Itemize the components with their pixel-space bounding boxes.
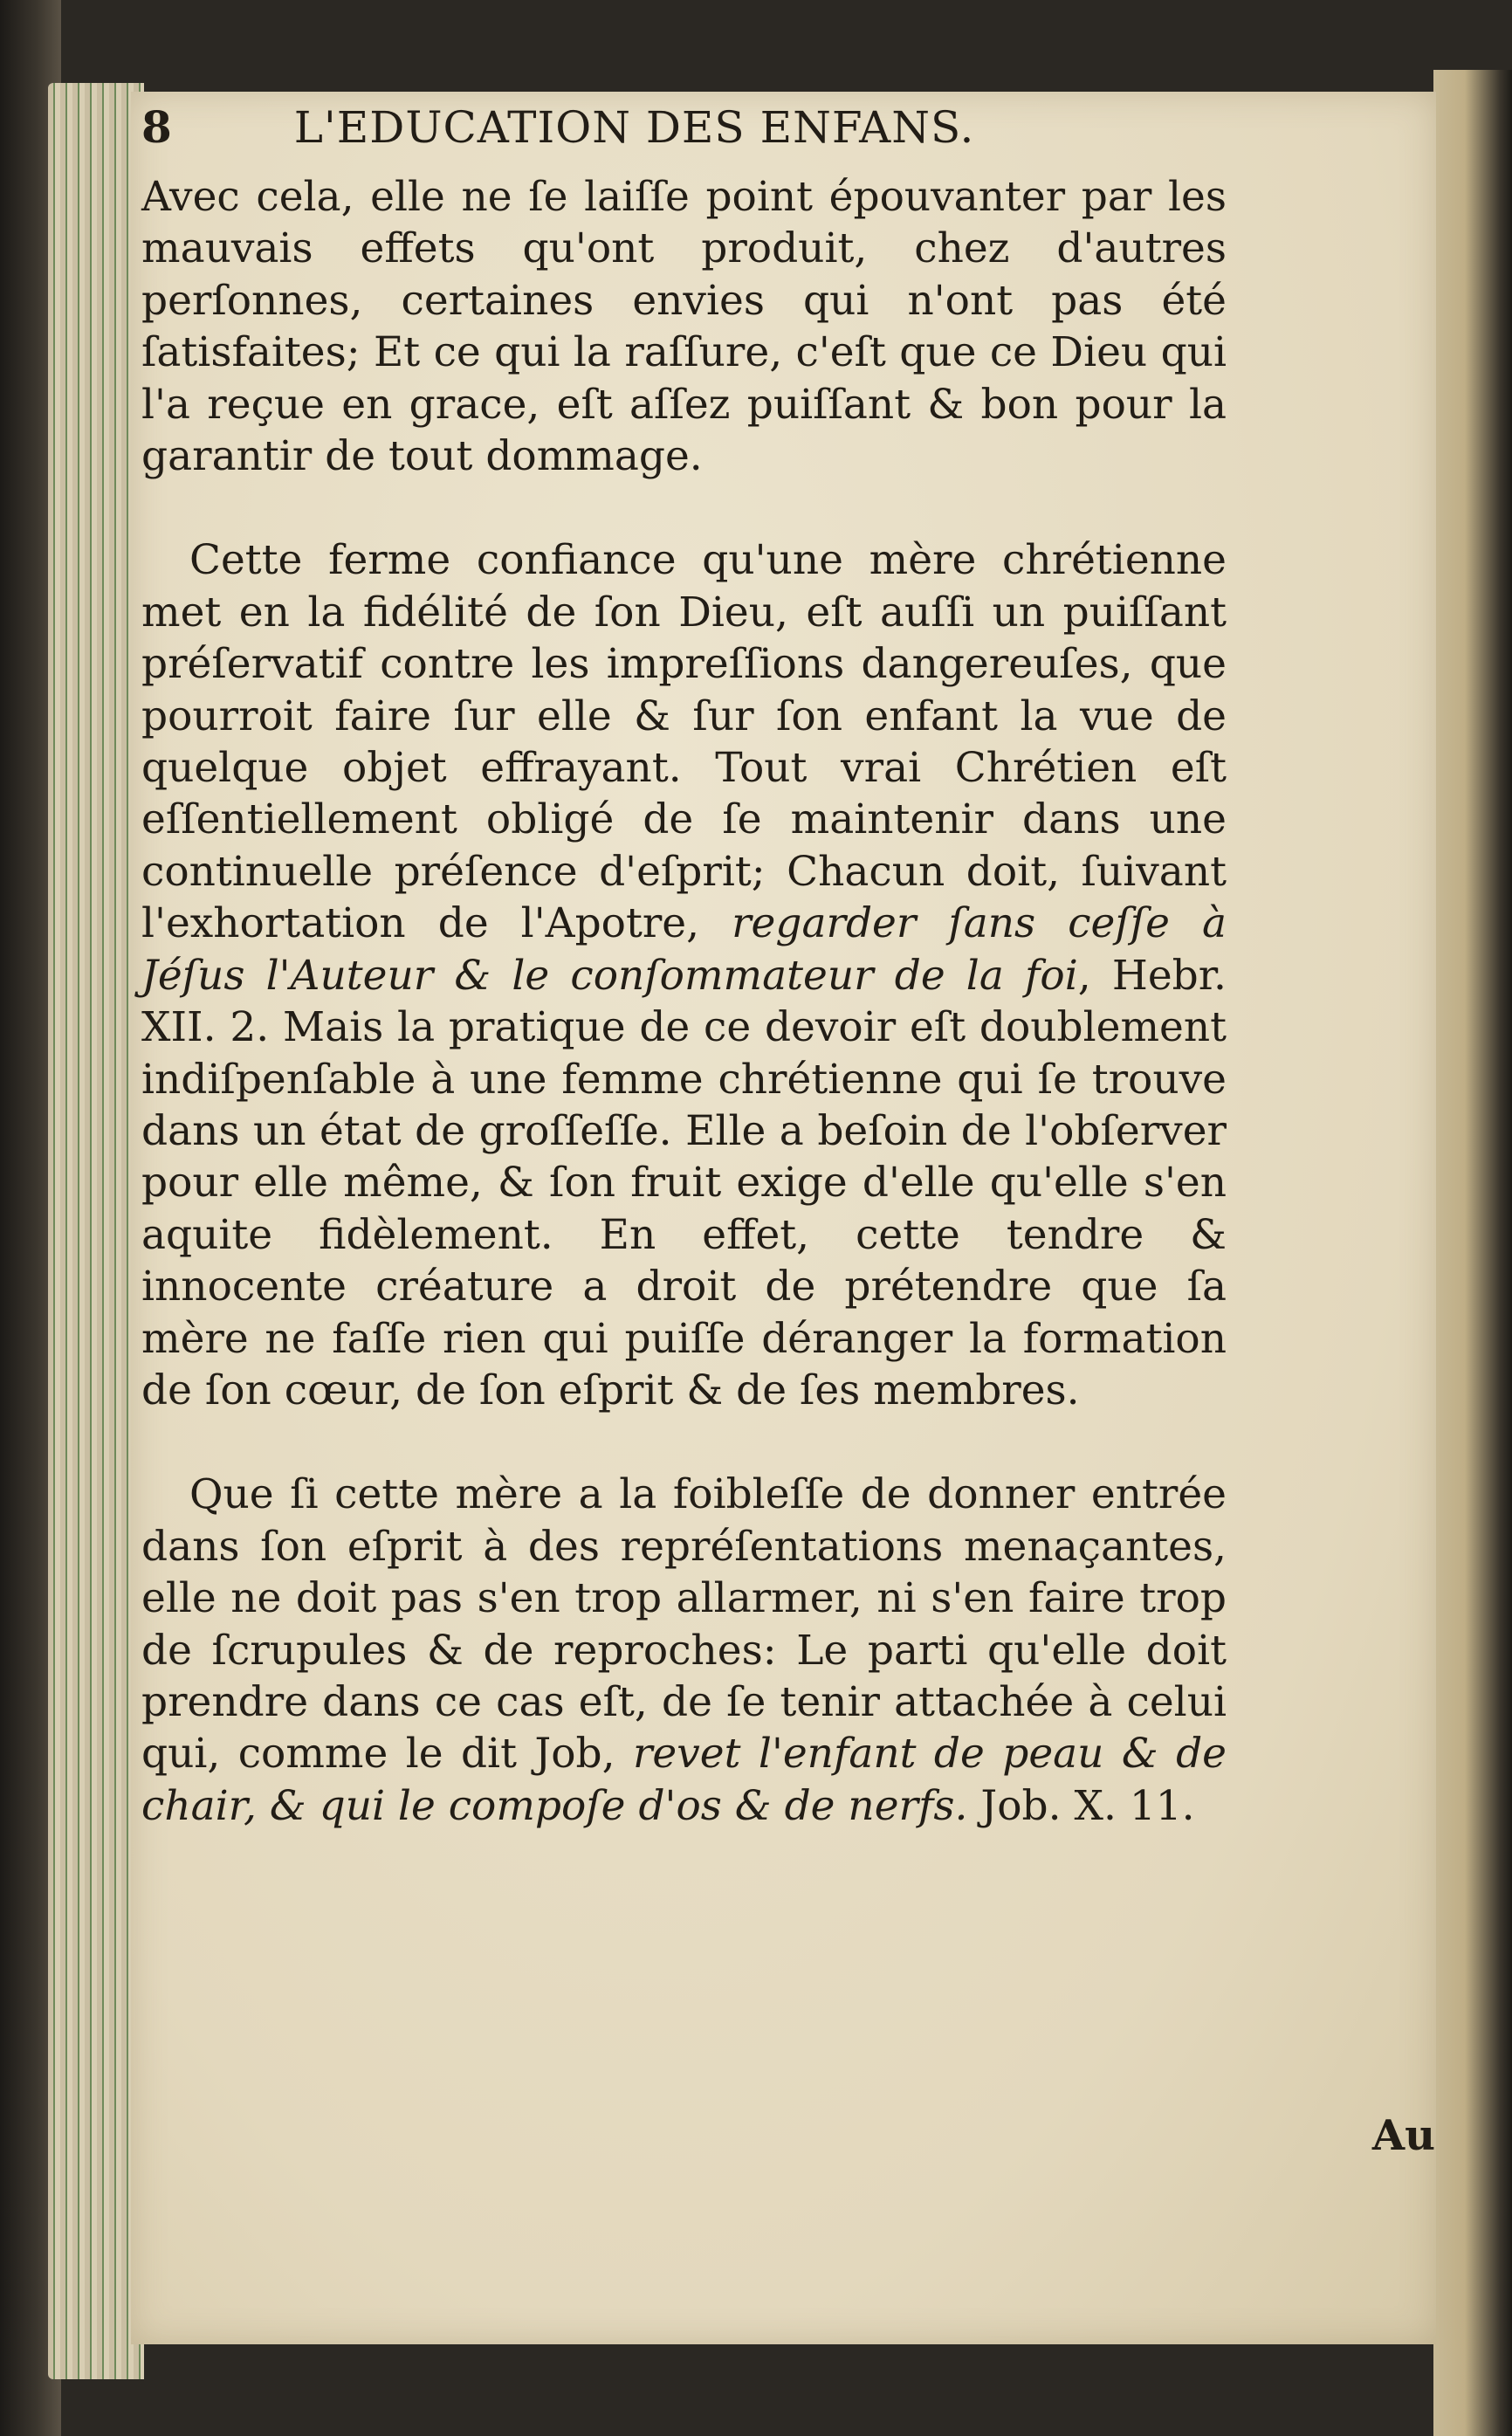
paragraph-3-text-a: Que ſi cette mère a la foibleſſe de donner entrée dans ſon eſprit à des repréſentations menaçantes, elle ne doit pas s'en trop allarmer, ni s'en faire trop de ſcrupules & de reproches: Le parti qu'elle doit prendre dans ce cas eſt, de ſe tenir attachée à celui qui, comme le dit Job, xyxy=(141,1470,1227,1779)
paragraph-2-text-a: Cette ferme confiance qu'une mère chrétienne met en la fidélité de ſon Dieu, eſt auſſi un puiſſant préſervatif contre les impreſſions dangereuſes, que pourroit faire ſur elle & ſur ſon enfant la vue de quelque objet effrayant. Tout vrai Chrétien eſt eſſentiellement obligé de ſe maintenir dans une continuelle préſence d'eſprit; Chacun doit, ſuivant l'exhortation de l'Apotre, xyxy=(141,536,1227,948)
paragraph-2 xyxy=(141,534,1227,1416)
page-header xyxy=(141,101,1233,162)
paragraph-3-scripture-quote: revet l'enfant de peau & de chair, & qui le compoſe d'os & de nerfs. xyxy=(141,1730,1227,1830)
paragraph-2-text-b: , Hebr. XII. 2. Mais la pratique de ce devoir eſt doublement indiſpenſable à une femme chrétienne qui ſe trouve dans un état de groſſeſſe. Elle a beſoin de l'obſerver pour elle même, & ſon fruit exige d'elle qu'elle s'en aquite fidèlement. En effet, cette tendre & innocente créature a droit de prétendre que ſa mère ne faſſe rien qui puiſſe déranger la formation de ſon cœur, de ſon eſprit & de ſes membres. xyxy=(141,951,1227,1414)
catchword: Au xyxy=(1371,2111,1435,2160)
paragraph-3 xyxy=(141,1469,1227,1832)
running-title: L'EDUCATION DES ENFANS. xyxy=(293,102,975,153)
page-number: 8 xyxy=(141,101,172,153)
facing-page-edge xyxy=(1433,70,1512,2436)
paragraph-2-scripture-quote: regarder ſans ceſſe à Jéſus l'Auteur & le conſommateur de la foi xyxy=(141,899,1227,1000)
paragraph-3-text-b: Job. X. 11. xyxy=(967,1781,1195,1830)
paragraph-1: Avec cela, elle ne ſe laiſſe point épouvanter par les mauvais effets qu'ont produit, chez d'autres perſonnes, certaines envies qui n'ont pas été ſatisfaites; Et ce qui la raſſure, c'eſt que ce Dieu qui l'a reçue en grace, eſt aſſez puiſſant & bon pour la garantir de tout dommage. xyxy=(141,173,1227,481)
body-text xyxy=(141,171,1227,1832)
page-stack-edges xyxy=(48,83,144,2379)
